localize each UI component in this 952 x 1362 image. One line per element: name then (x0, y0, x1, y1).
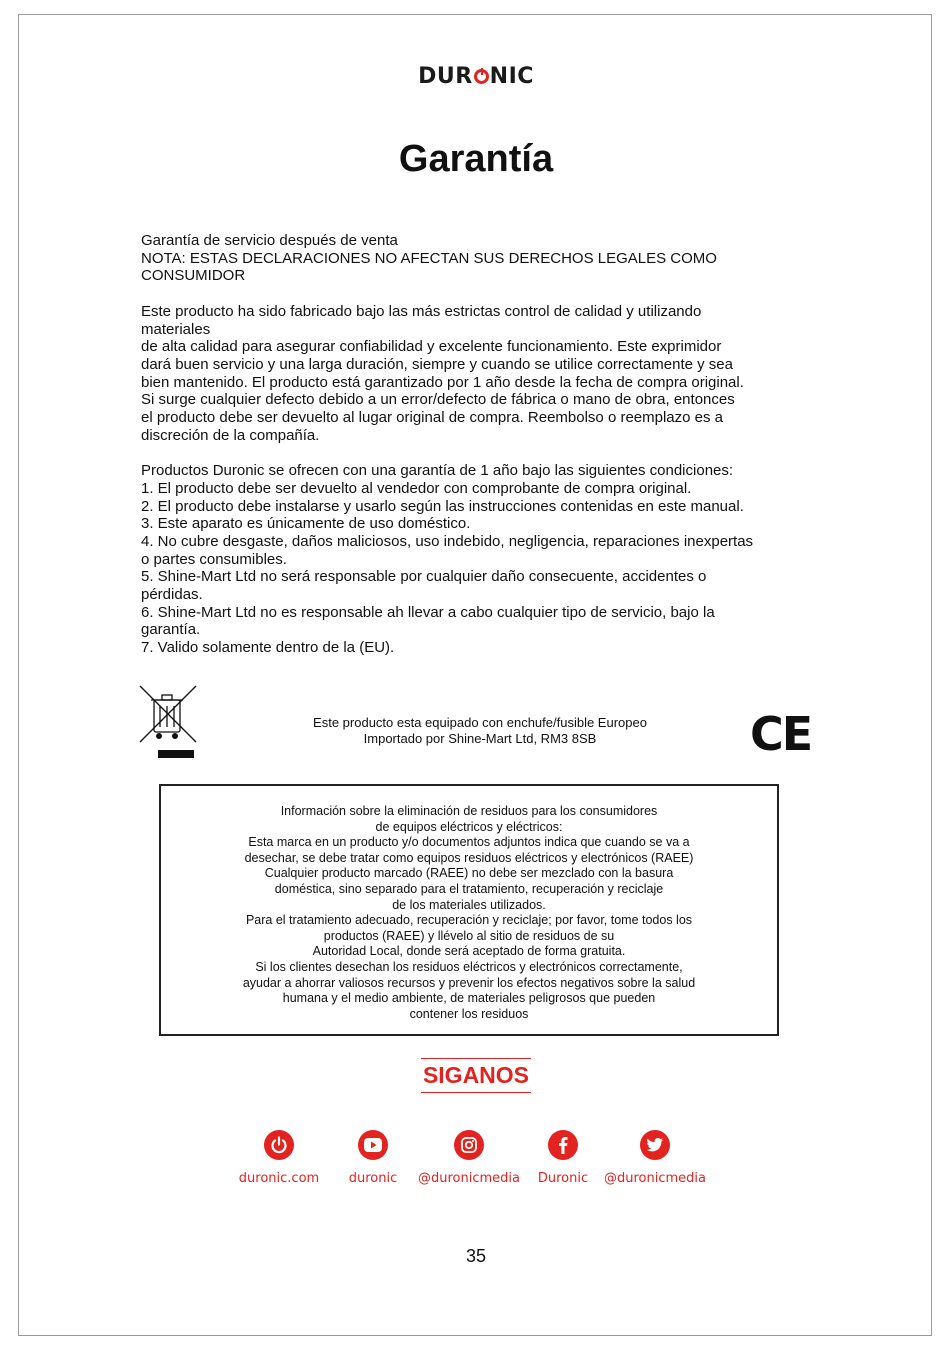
page-number: 35 (465, 1246, 487, 1266)
social-label[interactable]: @duronicmedia (418, 1171, 520, 1186)
weee-line: Autoridad Local, donde será aceptado de forma gratuita. (312, 944, 626, 959)
weee-line: Esta marca en un producto y/o documentos adjuntos indica que cuando se va a (248, 835, 690, 850)
duronic-logo (0, 64, 952, 89)
paragraph-line: de alta calidad para asegurar confiabilidad y excelente funcionamiento. Este exprimidor (141, 338, 722, 356)
weee-line: productos (RAEE) y llévelo al sitio de residuos de su (323, 928, 615, 943)
paragraph-line: el producto debe ser devuelto al lugar original de compra. Reembolso o reemplazo es a (141, 409, 724, 427)
intro-line: NOTA: ESTAS DECLARACIONES NO AFECTAN SUS DERECHOS LEGALES COMO (141, 249, 717, 267)
power-logo-icon (474, 69, 489, 84)
twitter-icon (640, 1130, 670, 1160)
condition-line: 4. No cubre desgaste, daños maliciosos, uso indebido, negligencia, reparaciones inexpertas (141, 532, 754, 550)
condition-line: 3. Este aparato es únicamente de uso doméstico. (141, 515, 471, 533)
paragraph-line: bien mantenido. El producto está garantizado por 1 año desde la fecha de compra original. (141, 373, 744, 391)
instagram-icon (454, 1130, 484, 1160)
condition-line: 1. El producto debe ser devuelto al vendedor con comprobante de compra original. (141, 479, 692, 497)
social-label[interactable]: Duronic (537, 1171, 589, 1186)
weee-line: Para el tratamiento adecuado, recuperación y reciclaje; por favor, tome todos los (245, 913, 693, 928)
social-label[interactable]: duronic (348, 1171, 398, 1186)
condition-line: 2. El producto debe instalarse y usarlo según las instrucciones contenidas en este manual. (141, 497, 744, 515)
import-line: Importado por Shine-Mart Ltd, RM3 8SB (363, 731, 597, 746)
intro-line: CONSUMIDOR (141, 267, 246, 285)
condition-line: 6. Shine-Mart Ltd no es responsable ah llevar a cabo cualquier tipo de servicio, bajo la (141, 603, 715, 621)
paragraph-line: dará buen servicio y una larga duración, siempre y cuando se utilice correctamente y sea (141, 355, 733, 373)
ce-mark-icon: CE (750, 707, 812, 761)
weee-line: Información sobre la eliminación de residuos para los consumidores (280, 804, 658, 818)
weee-bin-icon (138, 684, 198, 764)
weee-line: desechar, se debe tratar como equipos residuos eléctricos y electrónicos (RAEE) (244, 850, 694, 865)
condition-line: o partes consumibles. (141, 550, 287, 568)
youtube-icon (358, 1130, 388, 1160)
condition-line: 5. Shine-Mart Ltd no será responsable por cualquier daño consecuente, accidentes o (141, 568, 707, 586)
import-line: Este producto esta equipado con enchufe/fusible Europeo (313, 715, 647, 730)
logo-text-left: DUR (418, 64, 473, 89)
social-youtube[interactable] (318, 1130, 428, 1186)
import-info (220, 715, 740, 747)
power-icon (264, 1130, 294, 1160)
weee-line: humana y el medio ambiente, de materiales peligrosos que pueden (282, 991, 656, 1006)
social-label[interactable]: duronic.com (238, 1171, 320, 1186)
weee-line: Si los clientes desechan los residuos eléctricos y electrónicos correctamente, (255, 959, 683, 974)
social-label[interactable]: @duronicmedia (604, 1171, 706, 1186)
page-title: Garantía (398, 138, 554, 180)
logo-text-right: NIC (489, 64, 534, 89)
paragraph-line: materiales (141, 320, 211, 338)
condition-line: Productos Duronic se ofrecen con una garantía de 1 año bajo las siguientes condiciones: (141, 462, 734, 480)
facebook-icon (548, 1130, 578, 1160)
condition-line: garantía. (141, 621, 201, 639)
intro-line: Garantía de servicio después de venta (141, 232, 398, 249)
weee-line: de los materiales utilizados. (392, 897, 546, 912)
weee-line: Cualquier producto marcado (RAEE) no debe ser mezclado con la basura (264, 866, 674, 881)
weee-info-box (159, 784, 779, 1036)
weee-line: contener los residuos (409, 1006, 529, 1021)
weee-line: doméstica, sino separado para el tratamiento, recuperación y reciclaje (274, 881, 664, 896)
condition-line: pérdidas. (141, 586, 203, 604)
warranty-text (141, 232, 821, 657)
follow-us-heading (0, 1058, 952, 1093)
paragraph-line: Si surge cualquier defecto debido a un error/defecto de fábrica o mano de obra, entonces (141, 391, 735, 409)
follow-us-title: SIGANOS (421, 1058, 531, 1093)
social-twitter[interactable] (600, 1130, 710, 1186)
condition-line: 7. Valido solamente dentro de la (EU). (141, 639, 395, 657)
weee-line: de equipos eléctricos y eléctricos: (375, 819, 563, 834)
paragraph-line: Este producto ha sido fabricado bajo las más estrictas control de calidad y utilizando (141, 302, 702, 320)
weee-line: ayudar a ahorrar valiosos recursos y prevenir los efectos negativos sobre la salud (242, 975, 696, 990)
paragraph-line: discreción de la compañía. (141, 426, 320, 444)
